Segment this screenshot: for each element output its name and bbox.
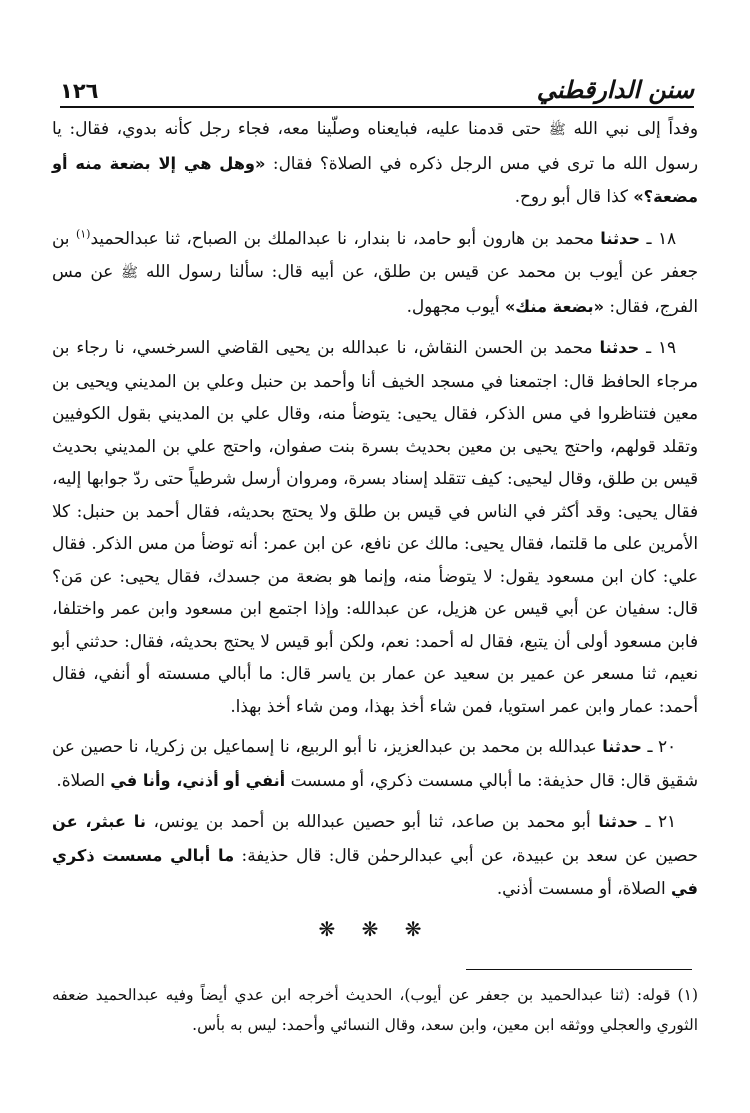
bold-text: «وهل هي إلا بضعة منه أو مضعة؟» <box>52 153 698 206</box>
footnote-marker: (١) <box>75 226 91 240</box>
text-run: الصلاة. <box>56 769 111 790</box>
bold-text: «بضعة منك» <box>504 296 605 316</box>
text-run: الصلاة، أو مسست أذني. <box>496 878 672 898</box>
honorific-symbol: ﷺ <box>121 265 139 281</box>
text-run: أبو محمد بن صاعد، ثنا أبو حصين عبدالله بن أحمد بن يونس، <box>145 811 599 831</box>
section-separator: ❋ ❋ ❋ <box>318 917 432 941</box>
text-run: حصين عن سعد بن عبيدة، عن أبي عبدالرحمٰن قال: قال حذيفة: <box>234 844 698 865</box>
bold-text: نا عبثر، عن <box>52 812 146 831</box>
paragraph-p0 <box>52 112 698 214</box>
text-run: ٢٠ ـ <box>641 736 676 756</box>
paragraph-p18 <box>52 222 698 324</box>
text-run: عن مس الفرج، فقال: <box>52 261 698 316</box>
text-run: كذا قال أبو روح. <box>514 186 634 206</box>
bold-text: حدثنا <box>600 228 641 248</box>
bold-text: حدثنا <box>599 338 640 357</box>
text-run: أيوب مجهول. <box>406 295 505 316</box>
bold-text: ما أبالي مسست ذكري في <box>52 845 698 898</box>
bold-text: أنفي أو أذني، وأنا في <box>110 770 286 790</box>
paragraph-p19 <box>52 331 698 722</box>
page-header <box>60 64 694 108</box>
honorific-symbol: ﷺ <box>548 122 566 138</box>
text-run: بن جعفر عن أيوب بن محمد عن قيس بن طلق، عن أبيه قال: سألنا رسول الله <box>52 227 698 281</box>
text-run: ١٩ ـ <box>639 337 676 357</box>
footnote: (١) قوله: (ثنا عبدالحميد بن جعفر عن أيوب)، الحديث أخرجه ابن عدي أيضاً وفيه عبدالحميد ضعفه الثوري والعجلي ووثقه ابن معين، وابن سعد، وقال النسائي وأحمد: ليس به بأس. <box>52 986 698 1034</box>
text-run: ١٨ ـ <box>640 227 676 248</box>
text-run: عبدالله بن محمد بن عبدالعزيز، نا أبو الربيع، نا إسماعيل بن زكريا، نا حصين عن شقيق قال: قال حذيفة: ما أبالي مسست ذكري، أو مسست <box>52 736 698 790</box>
paragraph-p21 <box>52 805 698 906</box>
page-number: ١٢٦ <box>60 79 99 103</box>
text-run: محمد بن هارون أبو حامد، نا بندار، نا عبدالملك بن الصباح، ثنا عبدالحميد <box>90 227 601 248</box>
bold-text: حدثنا <box>602 737 642 756</box>
text-run: وفداً إلى نبي الله <box>565 118 698 138</box>
text-run: محمد بن الحسن النقاش، نا عبدالله بن يحيى القاضي السرخسي، نا رجاء بن مرجاء الحافظ قال: اجتمعنا في مسجد الخيف أنا وأحمد بن حنبل وعلي بن المديني ويحيى بن معين فتناظروا في مس الذكر، فقال يحيى: يتوضأ منه، وقال علي بن المديني بقول الكوفيين وتقلد قولهم، واحتج يحيى بن معين بحديث بسرة بنت صفوان، واحتج علي بن المديني بحديث قيس بن طلق، وقال ليحيى: كيف تتقلد إسناد بسرة، ومروان أرسل شرطياً حتى ردّ جوابها إليه، فقال يحيى: وقد أكثر في الناس في قيس بن طلق ولا يحتج بحديثه، فقال أحمد بن حنبل: كلا الأمرين على ما قلتما، فقال يحيى: مالك عن نافع، عن ابن عمر: أنه توضأ من مس الذكر. فقال علي: كان ابن مسعود يقول: لا يتوضأ منه، وإنما هو بضعة من جسدك، فقال يحيى: عن مَن؟ قال: سفيان عن أبي قيس عن هزيل، عن عبدالله: وإذا اجتمع ابن مسعود وابن عمر واختلفا، فابن مسعود أولى أن يتبع، فقال له أحمد: نعم، ولكن أبو قيس لا يحتج بحديثه، فقال: حدثني أبو نعيم، ثنا مسعر عن عمير بن سعيد عن عمار بن ياسر قال: ما أبالي مسسته أو أنفي، فقال أحمد: عمار وابن عمر استويا، فمن شاء أخذ بهذا، ومن شاء أخذ بهذا. <box>52 337 698 716</box>
footnote-divider <box>466 969 692 970</box>
paragraph-p20 <box>52 730 698 797</box>
text-run: حتى قدمنا عليه، فبايعناه وصلّينا معه، فجاء رجل كأنه بدوي، فقال: يا رسول الله ما ترى في مس الرجل ذكره في الصلاة؟ فقال: <box>52 118 698 173</box>
text-run: ٢١ ـ <box>638 811 677 831</box>
running-title: سنن الدارقطني <box>536 75 694 104</box>
bold-text: حدثنا <box>598 812 639 831</box>
main-text <box>52 112 698 963</box>
